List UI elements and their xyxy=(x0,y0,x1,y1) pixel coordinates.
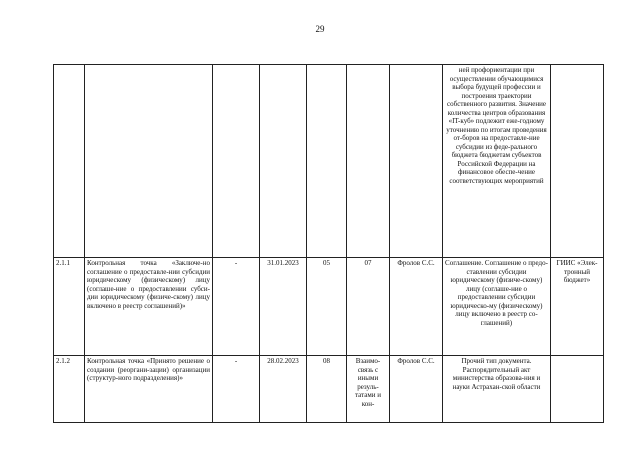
cell-col5: 08 xyxy=(307,356,347,423)
cell-responsible: Фролов С.С. xyxy=(390,258,443,356)
cell-col3 xyxy=(213,65,260,258)
cell-col5 xyxy=(307,65,347,258)
table-row xyxy=(54,258,604,356)
cell-responsible xyxy=(390,65,443,258)
cell-date xyxy=(260,65,307,258)
cell-responsible: Фролов С.С. xyxy=(390,356,443,423)
table-row xyxy=(54,356,604,423)
cell-result: ней профориентации при осуществлении обучающимися выбора будущей профессии и построения траектории собственного развития. Значение количества центров образования «IT-куб» подлежит еже-годному уточнению по итогам проведения от-боров на предоставле-ние субсидии из феде-рального бюджета бюджетам субъектов Российской Федерации на финансовое обеспе-чение соответствующих мероприятий xyxy=(443,65,551,258)
cell-name xyxy=(85,65,213,258)
page-number: 29 xyxy=(315,24,325,34)
table-row xyxy=(54,65,604,258)
cell-name: Контрольная точка «Заключе-но соглашение о предоставле-нии субсидии юридическому (физическому) лицу (соглаше-ние о предоставлении субси-дии юридическому (физиче-скому) лицу включено в реестр соглашений)» xyxy=(85,258,213,356)
cell-info-system xyxy=(551,65,604,258)
cell-info-system xyxy=(551,356,604,423)
cell-name: Контрольная точка «Принято решение о создании (реоргани-зации) организации (структур-ного подразделения)» xyxy=(85,356,213,423)
cell-result: Прочий тип документа. Распорядительный акт министерства образова-ния и науки Астрахан-ской области xyxy=(443,356,551,423)
cell-info-system: ГИИС «Элек-тронный бюджет» xyxy=(551,258,604,356)
cell-result: Соглашение. Соглашение о предо-ставлении субсидии юридическому (физиче-скому) лицу (соглаше-ние о предоставлении субсидии юридическо-му (физическому) лицу включено в реестр со-глашений) xyxy=(443,258,551,356)
cell-col5: 05 xyxy=(307,258,347,356)
plan-table xyxy=(53,64,604,423)
cell-col6 xyxy=(347,65,390,258)
cell-col6: 07 xyxy=(347,258,390,356)
cell-number: 2.1.2 xyxy=(54,356,85,423)
cell-col6: Взаимо-связь с иными резуль-татами и кон- xyxy=(347,356,390,423)
cell-col3: - xyxy=(213,356,260,423)
cell-number: 2.1.1 xyxy=(54,258,85,356)
cell-date: 31.01.2023 xyxy=(260,258,307,356)
cell-date: 28.02.2023 xyxy=(260,356,307,423)
cell-col3: - xyxy=(213,258,260,356)
cell-number xyxy=(54,65,85,258)
